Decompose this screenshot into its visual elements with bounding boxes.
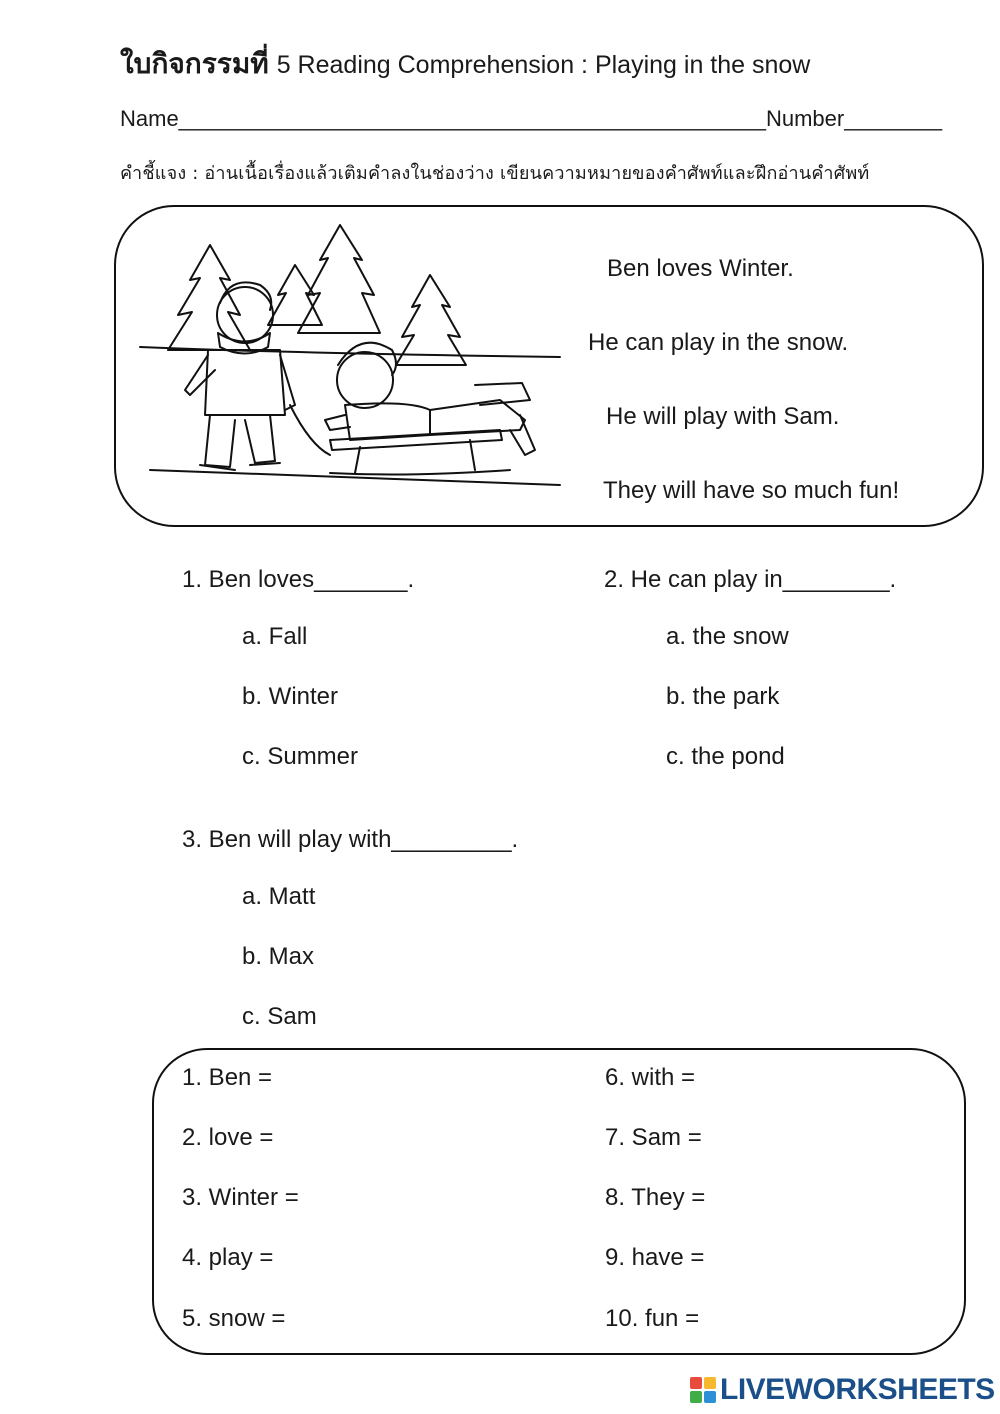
story-line-4: They will have so much fun! xyxy=(603,477,900,504)
vocab-item-3[interactable]: 3. Winter = xyxy=(182,1184,299,1211)
vocab-item-7[interactable]: 7. Sam = xyxy=(605,1124,702,1151)
vocab-item-2[interactable]: 2. love = xyxy=(182,1124,274,1151)
question-3-option-c[interactable]: c. Sam xyxy=(242,1003,317,1030)
title-english: 5 Reading Comprehension : Playing in the snow xyxy=(276,51,811,79)
snow-sled-illustration xyxy=(130,215,570,510)
question-3-option-a[interactable]: a. Matt xyxy=(242,883,316,910)
vocab-item-9[interactable]: 9. have = xyxy=(605,1244,705,1271)
vocab-item-6[interactable]: 6. with = xyxy=(605,1064,696,1091)
instructions: คำชี้แจง : อ่านเนื้อเรื่องแล้วเติมคำลงในช่องว่าง เขียนความหมายของคำศัพท์และฝึกอ่านคำศัพท์ xyxy=(120,163,870,184)
question-3-prompt: 3. Ben will play with_________. xyxy=(182,826,519,853)
question-2-option-c[interactable]: c. the pond xyxy=(666,743,785,770)
question-2-prompt: 2. He can play in________. xyxy=(604,566,897,593)
vocab-item-8[interactable]: 8. They = xyxy=(605,1184,706,1211)
story-line-1: Ben loves Winter. xyxy=(607,255,794,282)
logo-square-2 xyxy=(704,1377,716,1389)
question-1-option-a[interactable]: a. Fall xyxy=(242,623,308,650)
vocab-item-1[interactable]: 1. Ben = xyxy=(182,1064,273,1091)
liveworksheets-logo-icon xyxy=(690,1377,716,1403)
question-2-option-b[interactable]: b. the park xyxy=(666,683,780,710)
logo-square-4 xyxy=(704,1391,716,1403)
vocab-item-5[interactable]: 5. snow = xyxy=(182,1305,286,1332)
question-1-option-b[interactable]: b. Winter xyxy=(242,683,339,710)
question-2-option-a[interactable]: a. the snow xyxy=(666,623,789,650)
vocab-item-10[interactable]: 10. fun = xyxy=(605,1305,700,1332)
question-1-prompt: 1. Ben loves_______. xyxy=(182,566,415,593)
title-thai: ใบกิจกรรมที่ xyxy=(120,47,269,80)
story-line-3: He will play with Sam. xyxy=(606,403,840,430)
worksheet-title xyxy=(120,42,810,86)
logo-text: LIVEWORKSHEETS xyxy=(720,1373,995,1406)
story-line-2: He can play in the snow. xyxy=(588,329,849,356)
logo-square-3 xyxy=(690,1391,702,1403)
name-number-field[interactable]: Name________________________________________________Number________ xyxy=(120,106,943,131)
vocab-item-4[interactable]: 4. play = xyxy=(182,1244,274,1271)
question-1-option-c[interactable]: c. Summer xyxy=(242,743,359,770)
logo-square-1 xyxy=(690,1377,702,1389)
question-3-option-b[interactable]: b. Max xyxy=(242,943,315,970)
liveworksheets-logo[interactable] xyxy=(690,1373,995,1407)
